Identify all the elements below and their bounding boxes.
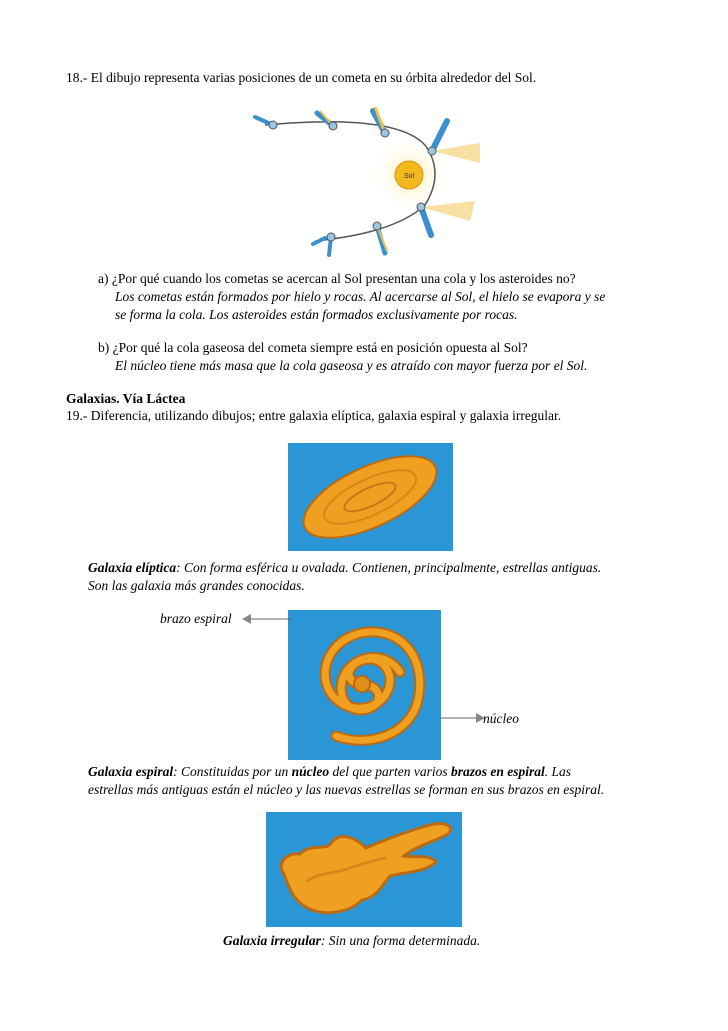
q18b-answer: El núcleo tiene más masa que la cola gaseosa y es atraído con mayor fuerza por el Sol. <box>115 358 588 373</box>
q19-statement: 19.- Diferencia, utilizando dibujos; entre galaxia elíptica, galaxia espiral y galaxia irregular. <box>66 408 562 423</box>
spiral-text1: : Constituidas por un <box>173 764 292 779</box>
sun-label: Sol <box>403 173 415 180</box>
spiral-text2: del que parten varios <box>329 764 452 779</box>
irregular-desc-text: : Sin una forma determinada. <box>320 933 481 948</box>
irregular-galaxy-image <box>266 812 462 927</box>
comet-position-3 <box>373 107 389 137</box>
q18-statement: 18.- El dibujo representa varias posiciones de un cometa en su órbita alrededor del Sol. <box>66 70 537 85</box>
arrow-to-arm <box>242 612 292 626</box>
sun <box>395 161 423 189</box>
spiral-desc-line1 <box>88 764 571 780</box>
spiral-bold-nucleo: núcleo <box>291 764 330 779</box>
label-nucleo: núcleo <box>483 711 519 726</box>
elliptical-desc-text: : Con forma esférica u ovalada. Contienen, principalmente, estrellas antiguas. <box>176 560 602 575</box>
comet-position-2 <box>317 111 337 130</box>
comet-position-1 <box>255 117 277 129</box>
comet-position-7 <box>327 233 335 255</box>
spiral-desc-line2: estrellas más antiguas están el núcleo y las nuevas estrellas se forman en sus brazos en espiral. <box>88 782 605 797</box>
elliptical-desc-line1 <box>88 560 601 576</box>
elliptical-galaxy-image <box>288 443 453 551</box>
elliptical-term: Galaxia elíptica <box>88 560 177 575</box>
section-heading: Galaxias. Vía Láctea <box>66 391 186 406</box>
q18a-answer-line2: se forma la cola. Los asteroides están formados exclusivamente por rocas. <box>115 307 518 322</box>
spiral-term: Galaxia espiral <box>88 764 174 779</box>
elliptical-desc-line2: Son las galaxia más grandes conocidas. <box>88 578 305 593</box>
comet-position-8 <box>313 238 325 244</box>
spiral-galaxy-image <box>288 610 441 760</box>
label-brazo-espiral: brazo espiral <box>160 611 232 626</box>
q18b-question: b) ¿Por qué la cola gaseosa del cometa siempre está en posición opuesta al Sol? <box>98 340 528 355</box>
comet-orbit-figure <box>225 103 485 263</box>
irregular-desc <box>223 933 480 949</box>
irregular-term: Galaxia irregular <box>223 933 321 948</box>
q18a-question: a) ¿Por qué cuando los cometas se acercan al Sol presentan una cola y los asteroides no? <box>98 271 576 286</box>
q18a-answer-line1: Los cometas están formados por hielo y rocas. Al acercarse al Sol, el hielo se evapora y se <box>115 289 606 304</box>
spiral-bold-brazos: brazos en espiral <box>451 764 545 779</box>
arrow-to-core <box>440 711 485 725</box>
spiral-text3: . Las <box>544 764 572 779</box>
